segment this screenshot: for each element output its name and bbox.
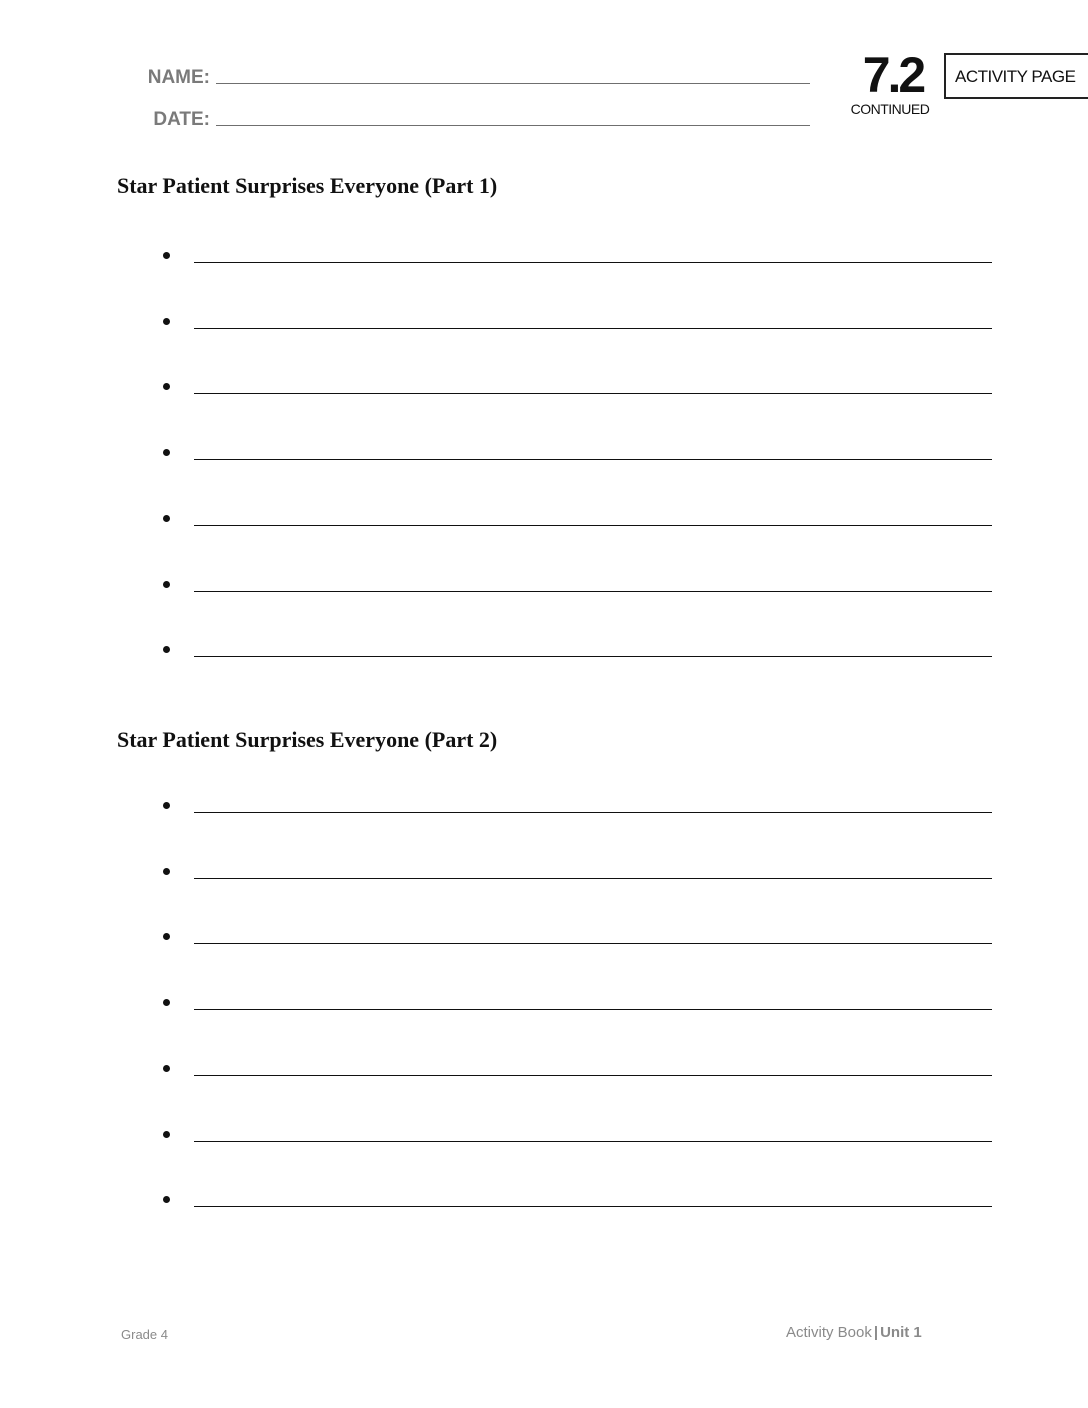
list-item — [160, 1126, 992, 1146]
answer-line[interactable] — [194, 812, 992, 813]
bullet-icon — [163, 868, 170, 875]
list-item — [160, 444, 992, 464]
bullet-icon — [163, 646, 170, 653]
answer-line[interactable] — [194, 1206, 992, 1207]
footer-grade: Grade 4 — [121, 1327, 168, 1342]
bullet-icon — [163, 933, 170, 940]
bullet-icon — [163, 1065, 170, 1072]
list-item — [160, 247, 992, 267]
answer-line[interactable] — [194, 656, 992, 657]
answer-line[interactable] — [194, 328, 992, 329]
list-item — [160, 378, 992, 398]
date-input-line[interactable] — [216, 124, 810, 126]
bullet-icon — [163, 449, 170, 456]
date-field-row — [100, 110, 810, 129]
list-item — [160, 576, 992, 596]
bullet-icon — [163, 515, 170, 522]
bullet-icon — [163, 999, 170, 1006]
answer-line[interactable] — [194, 1009, 992, 1010]
activity-page-box — [944, 53, 1088, 99]
list-item — [160, 863, 992, 883]
answer-line[interactable] — [194, 1141, 992, 1142]
name-input-line[interactable] — [216, 82, 810, 84]
answer-line[interactable] — [194, 262, 992, 263]
list-item — [160, 641, 992, 661]
list-item — [160, 994, 992, 1014]
bullet-icon — [163, 318, 170, 325]
bullet-icon — [163, 802, 170, 809]
list-item — [160, 797, 992, 817]
section-heading-part-2: Star Patient Surprises Everyone (Part 2) — [117, 727, 498, 752]
footer-book-unit — [786, 1324, 922, 1341]
bullet-icon — [163, 252, 170, 259]
list-item — [160, 1060, 992, 1080]
name-label: NAME: — [147, 67, 210, 88]
list-item — [160, 928, 992, 948]
list-item — [160, 510, 992, 530]
footer-separator: | — [873, 1324, 879, 1341]
answer-line[interactable] — [194, 525, 992, 526]
answer-line[interactable] — [194, 591, 992, 592]
list-item — [160, 1191, 992, 1211]
bullet-icon — [163, 1131, 170, 1138]
footer-book: Activity Book — [786, 1324, 872, 1341]
bullet-icon — [163, 383, 170, 390]
section-heading-part-1: Star Patient Surprises Everyone (Part 1) — [117, 173, 498, 198]
answer-line[interactable] — [194, 943, 992, 944]
activity-page-label: ACTIVITY PAGE — [955, 67, 1076, 86]
activity-number: 7.2 — [862, 47, 924, 103]
name-field-row — [100, 68, 810, 87]
answer-line[interactable] — [194, 878, 992, 879]
answer-line[interactable] — [194, 459, 992, 460]
bullet-icon — [163, 581, 170, 588]
bullet-icon — [163, 1196, 170, 1203]
answer-line[interactable] — [194, 1075, 992, 1076]
list-item — [160, 313, 992, 333]
activity-continued: CONTINUED — [850, 101, 930, 117]
date-label: DATE: — [153, 109, 210, 130]
answer-line[interactable] — [194, 393, 992, 394]
footer-unit: Unit 1 — [880, 1324, 922, 1341]
